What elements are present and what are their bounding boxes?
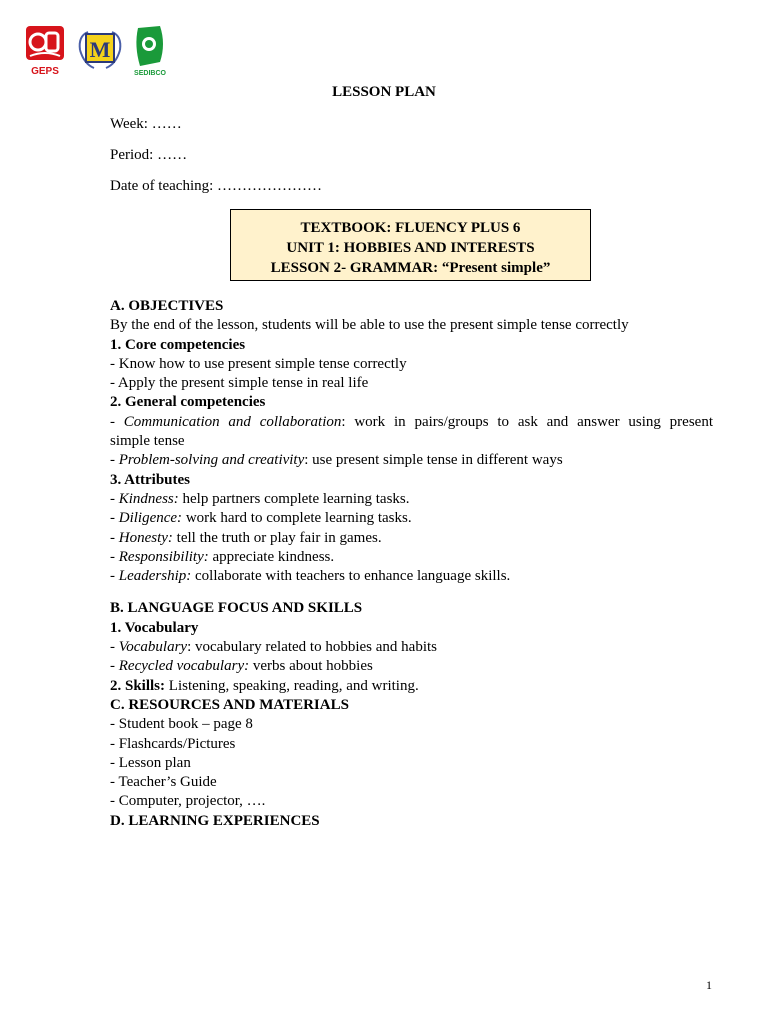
attribute-term: Leadership:: [118, 568, 192, 585]
attribute-term: Responsibility:: [118, 548, 209, 565]
sedibco-logo: [130, 24, 170, 78]
attribute-item: - Leadership: collaborate with teachers to enhance language skills.: [110, 568, 511, 585]
objectives-heading: A. OBJECTIVES: [110, 298, 224, 314]
section-spacer: [110, 586, 713, 599]
general-item-text: : work in pairs/groups to ask and answer using present: [341, 413, 713, 430]
skills-label: 2. Skills:: [110, 677, 166, 694]
general-competencies-heading: 2. General competencies: [110, 394, 266, 411]
general-item-term: Communication and collaboration: [123, 413, 342, 430]
skills-text: Listening, speaking, reading, and writing.: [165, 677, 419, 694]
attribute-text: help partners complete learning tasks.: [178, 490, 410, 507]
lesson-title: LESSON 2- GRAMMAR: “Present simple”: [270, 260, 551, 276]
attribute-item: - Honesty: tell the truth or play fair in games.: [110, 529, 382, 546]
unit-title: UNIT 1: HOBBIES AND INTERESTS: [286, 240, 535, 256]
page-title: LESSON PLAN: [332, 84, 436, 100]
m-logo-text: M: [89, 37, 111, 62]
core-item: - Apply the present simple tense in real life: [110, 375, 369, 392]
vocabulary-term: Recycled vocabulary:: [118, 658, 250, 675]
attribute-term: Diligence:: [118, 510, 183, 527]
sedibco-logo-text: SEDIBCO: [134, 70, 166, 77]
general-item-continuation: simple tense: [110, 433, 185, 450]
attribute-term: Kindness:: [118, 490, 179, 507]
vocabulary-text: verbs about hobbies: [249, 658, 373, 675]
date-of-teaching-field: Date of teaching: …………………: [110, 178, 323, 194]
page-number: 1: [706, 978, 712, 992]
general-item: [110, 413, 713, 432]
geps-logo-text: GEPS: [31, 66, 59, 77]
attribute-text: tell the truth or play fair in games.: [172, 529, 382, 546]
resource-item: - Teacher’s Guide: [110, 774, 217, 791]
attribute-text: collaborate with teachers to enhance language skills.: [191, 568, 511, 585]
general-item: [110, 451, 713, 470]
resource-item: - Student book – page 8: [110, 716, 253, 733]
resource-item: - Flashcards/Pictures: [110, 735, 236, 752]
week-field: Week: ……: [110, 116, 182, 132]
objectives-intro: By the end of the lesson, students will be able to use the present simple tense correctly: [110, 317, 629, 334]
textbook-title: TEXTBOOK: FLUENCY PLUS 6: [300, 220, 521, 236]
core-item: - Know how to use present simple tense correctly: [110, 355, 407, 372]
core-competencies-heading: 1. Core competencies: [110, 336, 246, 353]
vocabulary-term: Vocabulary: [118, 639, 188, 656]
resources-heading: C. RESOURCES AND MATERIALS: [110, 696, 349, 713]
geps-logo: [24, 24, 66, 78]
general-item-term: Problem-solving and creativity: [118, 452, 305, 469]
resource-item: - Computer, projector, ….: [110, 793, 266, 810]
textbook-box: [230, 209, 591, 281]
vocabulary-item: - Vocabulary: vocabulary related to hobbies and habits: [110, 639, 438, 656]
attribute-item: - Diligence: work hard to complete learning tasks.: [110, 510, 412, 527]
learning-experiences-heading: D. LEARNING EXPERIENCES: [110, 812, 320, 829]
general-item-prefix: -: [110, 413, 124, 430]
lesson-content: [110, 297, 713, 831]
attribute-term: Honesty:: [118, 529, 173, 546]
attribute-item: - Kindness: help partners complete learning tasks.: [110, 490, 410, 507]
general-item-prefix: -: [110, 452, 119, 469]
vocabulary-heading: 1. Vocabulary: [110, 619, 199, 636]
attributes-heading: 3. Attributes: [110, 471, 190, 488]
resource-item: - Lesson plan: [110, 754, 191, 771]
general-item-text: : use present simple tense in different ways: [304, 452, 563, 469]
period-field: Period: ……: [110, 147, 188, 163]
attribute-text: work hard to complete learning tasks.: [182, 510, 412, 527]
attribute-item: - Responsibility: appreciate kindness.: [110, 548, 335, 565]
vocabulary-text: : vocabulary related to hobbies and habits: [187, 639, 438, 656]
attribute-text: appreciate kindness.: [208, 548, 335, 565]
skills-line: [110, 677, 713, 696]
vocabulary-item: - Recycled vocabulary: verbs about hobbies: [110, 658, 373, 675]
language-focus-heading: B. LANGUAGE FOCUS AND SKILLS: [110, 600, 363, 617]
m-logo: [76, 30, 124, 70]
